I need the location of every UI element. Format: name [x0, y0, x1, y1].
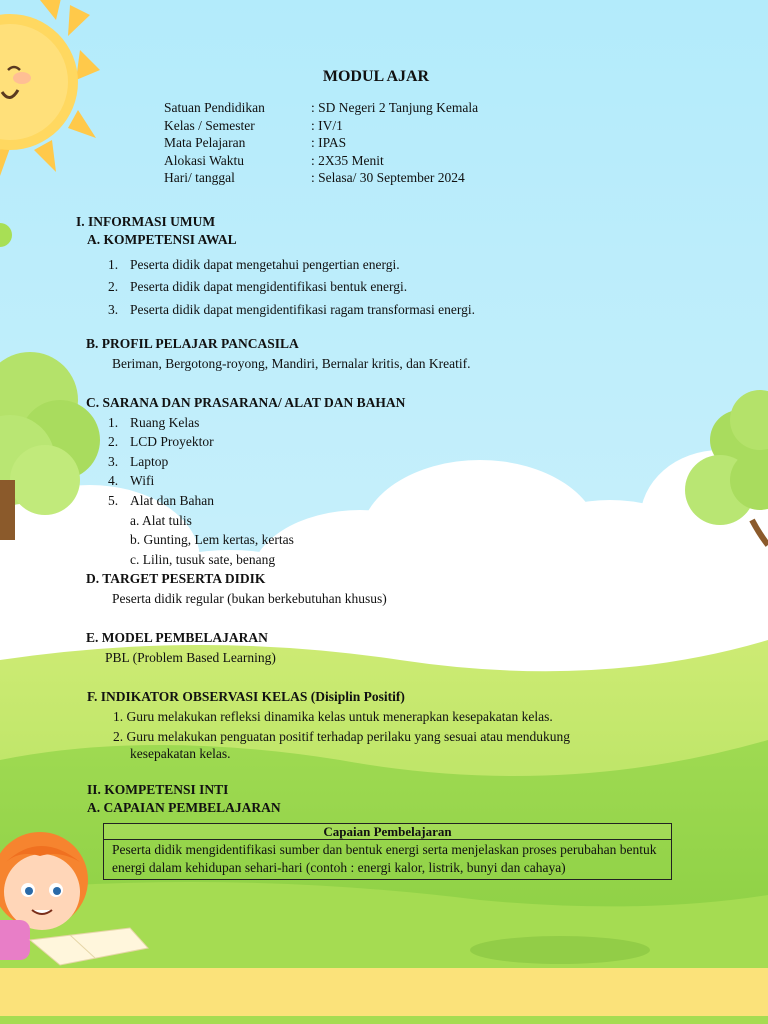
page-title: MODUL AJAR [322, 68, 430, 85]
identity-value: : IPAS [311, 135, 347, 150]
profil-text: Beriman, Bergotong-royong, Mandiri, Bernalar kritis, dan Kreatif. [112, 356, 471, 371]
subsection-heading: A. CAPAIAN PEMBELAJARAN [87, 800, 281, 815]
identity-label: Satuan Pendidikan [164, 100, 265, 115]
list-item: Ruang Kelas [130, 415, 200, 430]
list-item: LCD Proyektor [130, 434, 214, 449]
list-item: Wifi [130, 473, 155, 488]
list-item-continuation: kesepakatan kelas. [130, 746, 231, 761]
section-heading: II. KOMPETENSI INTI [87, 782, 229, 797]
list-item: 1. Guru melakukan refleksi dinamika kelas untuk menerapkan kesepakatan kelas. [113, 709, 553, 724]
list-item: 2. Guru melakukan penguatan positif terhadap perilaku yang sesuai atau mendukung [113, 729, 570, 744]
list-number: 1. [108, 257, 119, 272]
list-number: 2. [108, 279, 119, 294]
list-item: Peserta didik dapat mengetahui pengertian energi. [130, 257, 400, 272]
identity-label: Kelas / Semester [164, 118, 255, 133]
sub-list-item: a. Alat tulis [130, 513, 192, 528]
section-heading: I. INFORMASI UMUM [76, 214, 216, 229]
identity-label: Mata Pelajaran [164, 135, 246, 150]
identity-value: : 2X35 Menit [311, 153, 384, 168]
target-text: Peserta didik regular (bukan berkebutuhan khusus) [112, 591, 387, 606]
capaian-table [103, 823, 672, 880]
list-number: 4. [108, 473, 119, 488]
model-text: PBL (Problem Based Learning) [105, 650, 276, 665]
table-header: Capaian Pembelajaran [104, 824, 671, 840]
list-number: 3. [108, 302, 119, 317]
subsection-heading: C. SARANA DAN PRASARANA/ ALAT DAN BAHAN [86, 395, 406, 410]
sub-list-item: c. Lilin, tusuk sate, benang [130, 552, 276, 567]
identity-value: : IV/1 [311, 118, 343, 133]
identity-label: Hari/ tanggal [164, 170, 235, 185]
list-number: 5. [108, 493, 119, 508]
subsection-heading: A. KOMPETENSI AWAL [87, 232, 237, 247]
list-item: Alat dan Bahan [130, 493, 214, 508]
subsection-heading: F. INDIKATOR OBSERVASI KELAS (Disiplin Positif) [87, 689, 405, 704]
list-item: Peserta didik dapat mengidentifikasi bentuk energi. [130, 279, 408, 294]
identity-label: Alokasi Waktu [164, 153, 245, 168]
sub-list-item: b. Gunting, Lem kertas, kertas [130, 532, 294, 547]
list-number: 2. [108, 434, 119, 449]
list-item: Laptop [130, 454, 169, 469]
table-cell: Peserta didik mengidentifikasi sumber dan bentuk energi serta menjelaskan proses perubahan bentuk energi dalam kehidupan sehari-hari (contoh : energi kalor, listrik, bunyi dan cahaya) [112, 842, 657, 875]
subsection-heading: B. PROFIL PELAJAR PANCASILA [86, 336, 299, 351]
list-number: 3. [108, 454, 119, 469]
subsection-heading: E. MODEL PEMBELAJARAN [86, 630, 268, 645]
identity-value: : Selasa/ 30 September 2024 [311, 170, 465, 185]
subsection-heading: D. TARGET PESERTA DIDIK [86, 571, 266, 586]
list-item: Peserta didik dapat mengidentifikasi ragam transformasi energi. [130, 302, 476, 317]
identity-value: : SD Negeri 2 Tanjung Kemala [311, 100, 479, 115]
list-number: 1. [108, 415, 119, 430]
